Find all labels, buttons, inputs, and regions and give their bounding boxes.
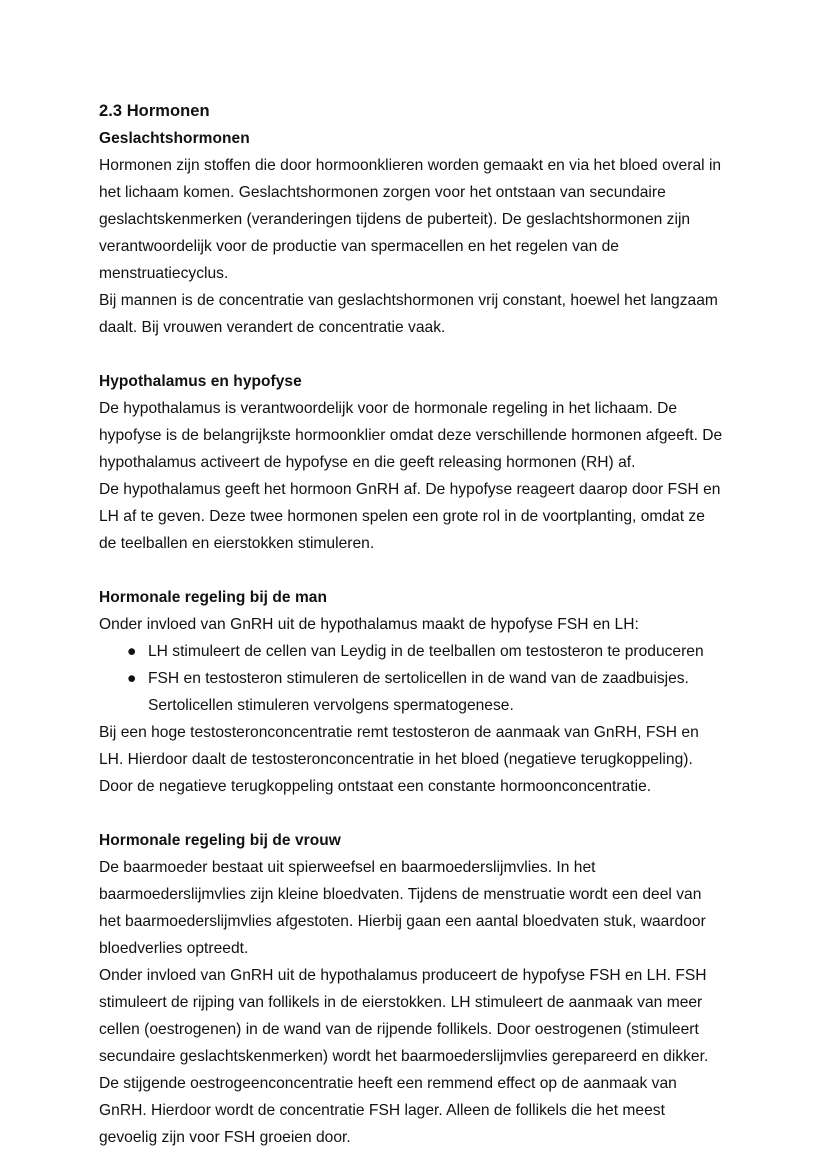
list-item-text: FSH en testosteron stimuleren de sertolicellen in de wand van de zaadbuisjes. Sertolicellen stimuleren vervolgens spermatogenese.: [148, 670, 689, 714]
section-heading-regeling-man: Hormonale regeling bij de man: [99, 589, 327, 606]
bullet-dot-icon: ●: [127, 643, 137, 660]
bullet-dot-icon: ●: [127, 670, 137, 687]
section-heading-hypothalamus: Hypothalamus en hypofyse: [99, 373, 302, 390]
document-body: [99, 98, 724, 1151]
list-item: [99, 665, 724, 719]
paragraph-hypothalamus-1: De hypothalamus is verantwoordelijk voor de hormonale regeling in het lichaam. De hypofyse is de belangrijkste hormoonklier omdat deze verschillende hormonen afgeeft. De hypothalamus activeert de hypofyse en die geeft releasing hormonen (RH) af.: [99, 400, 723, 471]
paragraph-hypothalamus-2: De hypothalamus geeft het hormoon GnRH af. De hypofyse reageert daarop door FSH en LH af te geven. Deze twee hormonen spelen een grote rol in de voortplanting, omdat ze de teelballen en eierstokken stimuleren.: [99, 481, 721, 552]
list-item: [99, 638, 724, 665]
paragraph-regeling-vrouw-1: De baarmoeder bestaat uit spierweefsel en baarmoederslijmvlies. In het baarmoederslijmvlies zijn kleine bloedvaten. Tijdens de menstruatie wordt een deel van het baarmoederslijmvlies afgestoten. Hierbij gaan een aantal bloedvaten stuk, waardoor bloedverlies optreedt.: [99, 859, 706, 957]
section-spacer: [99, 341, 724, 368]
page-title: 2.3 Hormonen: [99, 102, 210, 120]
list-item-text: LH stimuleert de cellen van Leydig in de teelballen om testosteron te produceren: [148, 643, 704, 660]
section-heading-geslachtshormonen: Geslachtshormonen: [99, 130, 250, 147]
paragraph-geslachtshormonen-2: Bij mannen is de concentratie van geslachtshormonen vrij constant, hoewel het langzaam daalt. Bij vrouwen verandert de concentratie vaak.: [99, 292, 718, 336]
paragraph-regeling-man-intro: Onder invloed van GnRH uit de hypothalamus maakt de hypofyse FSH en LH:: [99, 616, 639, 633]
paragraph-regeling-vrouw-2: Onder invloed van GnRH uit de hypothalamus produceert de hypofyse FSH en LH. FSH stimuleert de rijping van follikels in de eierstokken. LH stimuleert de aanmaak van meer cellen (oestrogenen) in de wand van de rijpende follikels. Door oestrogenen (stimuleert secundaire geslachtskenmerken) wordt het baarmoederslijmvlies gerepareerd en dikker.: [99, 967, 709, 1065]
bullet-list-man: [99, 638, 724, 719]
section-spacer: [99, 557, 724, 584]
paragraph-regeling-man-1: Bij een hoge testosteronconcentratie remt testosteron de aanmaak van GnRH, FSH en LH. Hierdoor daalt de testosteronconcentratie in het bloed (negatieve terugkoppeling). Door de negatieve terugkoppeling ontstaat een constante hormoonconcentratie.: [99, 724, 699, 795]
section-heading-regeling-vrouw: Hormonale regeling bij de vrouw: [99, 832, 341, 849]
paragraph-regeling-vrouw-3: De stijgende oestrogeenconcentratie heeft een remmend effect op de aanmaak van GnRH. Hierdoor wordt de concentratie FSH lager. Alleen de follikels die het meest gevoelig zijn voor FSH groeien door.: [99, 1075, 677, 1146]
paragraph-geslachtshormonen-1: Hormonen zijn stoffen die door hormoonklieren worden gemaakt en via het bloed overal in het lichaam komen. Geslachtshormonen zorgen voor het ontstaan van secundaire geslachtskenmerken (veranderingen tijdens de puberteit). De geslachtshormonen zijn verantwoordelijk voor de productie van spermacellen en het regelen van de menstruatiecyclus.: [99, 157, 722, 282]
section-spacer: [99, 800, 724, 827]
